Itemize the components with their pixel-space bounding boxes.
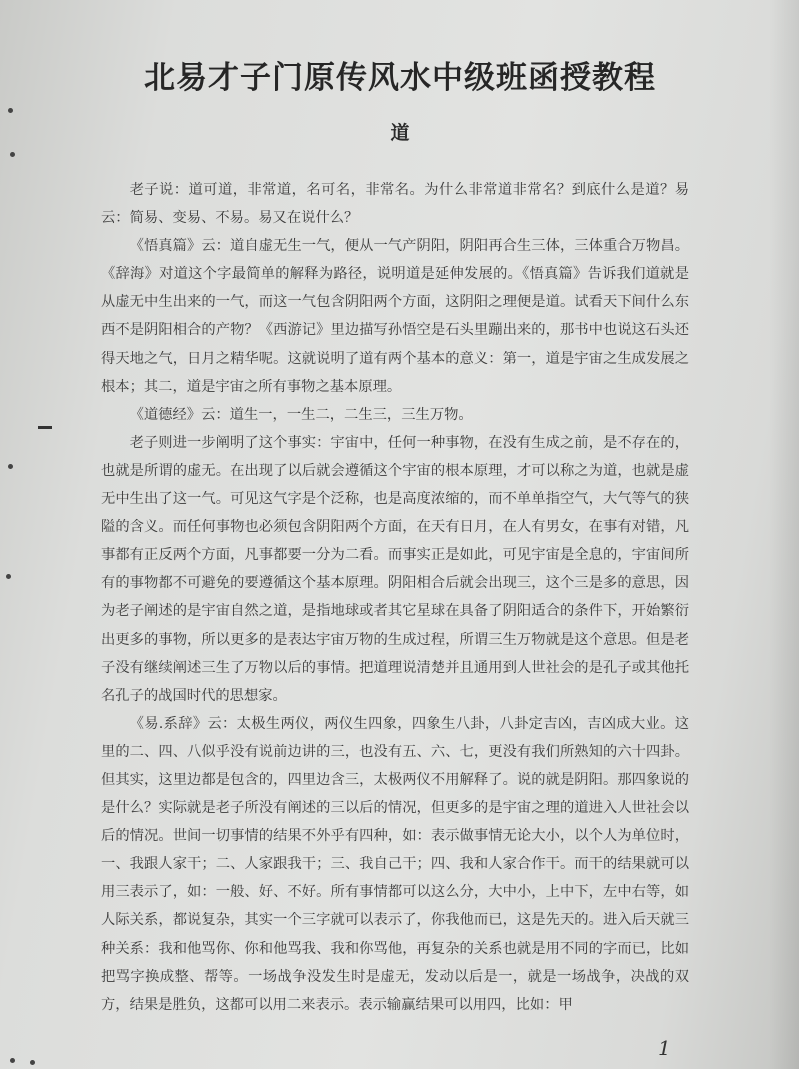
paragraph: 《道德经》云：道生一，一生二，二生三，三生万物。: [129, 406, 473, 423]
binder-hole-mark: [8, 464, 13, 469]
binder-hole-mark: [6, 574, 11, 579]
binder-hole-mark: [8, 108, 13, 113]
paragraph: 《悟真篇》云：道自虚无生一气，便从一气产阴阳，阴阳再合生三体，三体重合万物昌。《辞海》对道这个字最简单的解释为路径，说明道是延伸发展的。《悟真篇》告诉我们道就是从虚无中生出来的一气，而这一气包含阴阳两个方面，这阴阳之理便是道。试看天下间什么东西不是阴阳相合的产物？《西游记》里边描写孙悟空是石头里蹦出来的，那书中也说这石头还得天地之气，日月之精华呢。这就说明了道有两个基本的意义：第一，道是宇宙之生成发展之根本；其二，道是宇宙之所有事物之基本原理。: [101, 238, 689, 395]
page-shadow: [769, 0, 799, 1069]
section-heading: 道: [390, 122, 410, 144]
paragraph: 老子则进一步阐明了这个事实：宇宙中，任何一种事物，在没有生成之前，是不存在的，也就是所谓的虚无。在出现了以后就会遵循这个宇宙的根本原理，才可以称之为道，也就是虚无中生出了这一气。可见这气字是个泛称，也是高度浓缩的，而不单单指空气，大气等气的狭隘的含义。而任何事物也必须包含阴阳两个方面，在天有日月，在人有男女，在事有对错，凡事都有正反两个方面，凡事都要一分为二看。而事实正是如此，可见宇宙是全息的，宇宙间所有的事物都不可避免的要遵循这个基本原理。阴阳相合后就会出现三，这个三是多的意思，因为老子阐述的是宇宙自然之道，是指地球或者其它星球在具备了阴阳适合的条件下，开始繁衍出更多的事物，所以更多的是表达宇宙万物的生成过程，所谓三生万物就是这个意思。但是老子没有继续阐述三生了万物以后的事情。把道理说清楚并且通用到人世社会的是孔子或其他托名孔子的战国时代的思想家。: [101, 434, 689, 704]
binder-hole-mark: [30, 1060, 35, 1065]
document-body: [101, 176, 689, 1019]
paragraph: 老子说：道可道，非常道，名可名，非常名。为什么非常道非常名？到底什么是道？易云：简易、变易、不易。易又在说什么？: [101, 182, 689, 227]
page-number: 1: [658, 1036, 671, 1060]
paragraph: 《易.系辞》云：太极生两仪，两仪生四象，四象生八卦，八卦定吉凶，吉凶成大业。这里的二、四、八似乎没有说前边讲的三，也没有五、六、七，更没有我们所熟知的六十四卦。但其实，这里边都是包含的，四里边含三，太极两仪不用解释了。说的就是阴阳。那四象说的是什么？实际就是老子所没有阐述的三以后的情况，但更多的是宇宙之理的道进入人世社会以后的情况。世间一切事情的结果不外乎有四种，如：表示做事情无论大小，以个人为单位时，一、我跟人家干；二、人家跟我干；三、我自己干；四、我和人家合作干。而干的结果就可以用三表示了，如：一般、好、不好。所有事情都可以这么分，大中小，上中下，左中右等，如人际关系，都说复杂，其实一个三字就可以表示了，你我他而已，这是先天的。进入后天就三种关系：我和他骂你、你和他骂我、我和你骂他，再复杂的关系也就是用不同的字而已，比如把骂字换成整、帮等。一场战争没发生时是虚无，发动以后是一，就是一场战争，决战的双方，结果是胜负，这都可以用二来表示。表示输赢结果可以用四，比如：甲: [101, 715, 689, 1013]
binder-hole-mark: [10, 152, 15, 157]
margin-mark: [38, 426, 52, 429]
document-title: 北易才子门原传风水中级班函授教程: [144, 60, 656, 96]
binder-hole-mark: [10, 1058, 15, 1063]
